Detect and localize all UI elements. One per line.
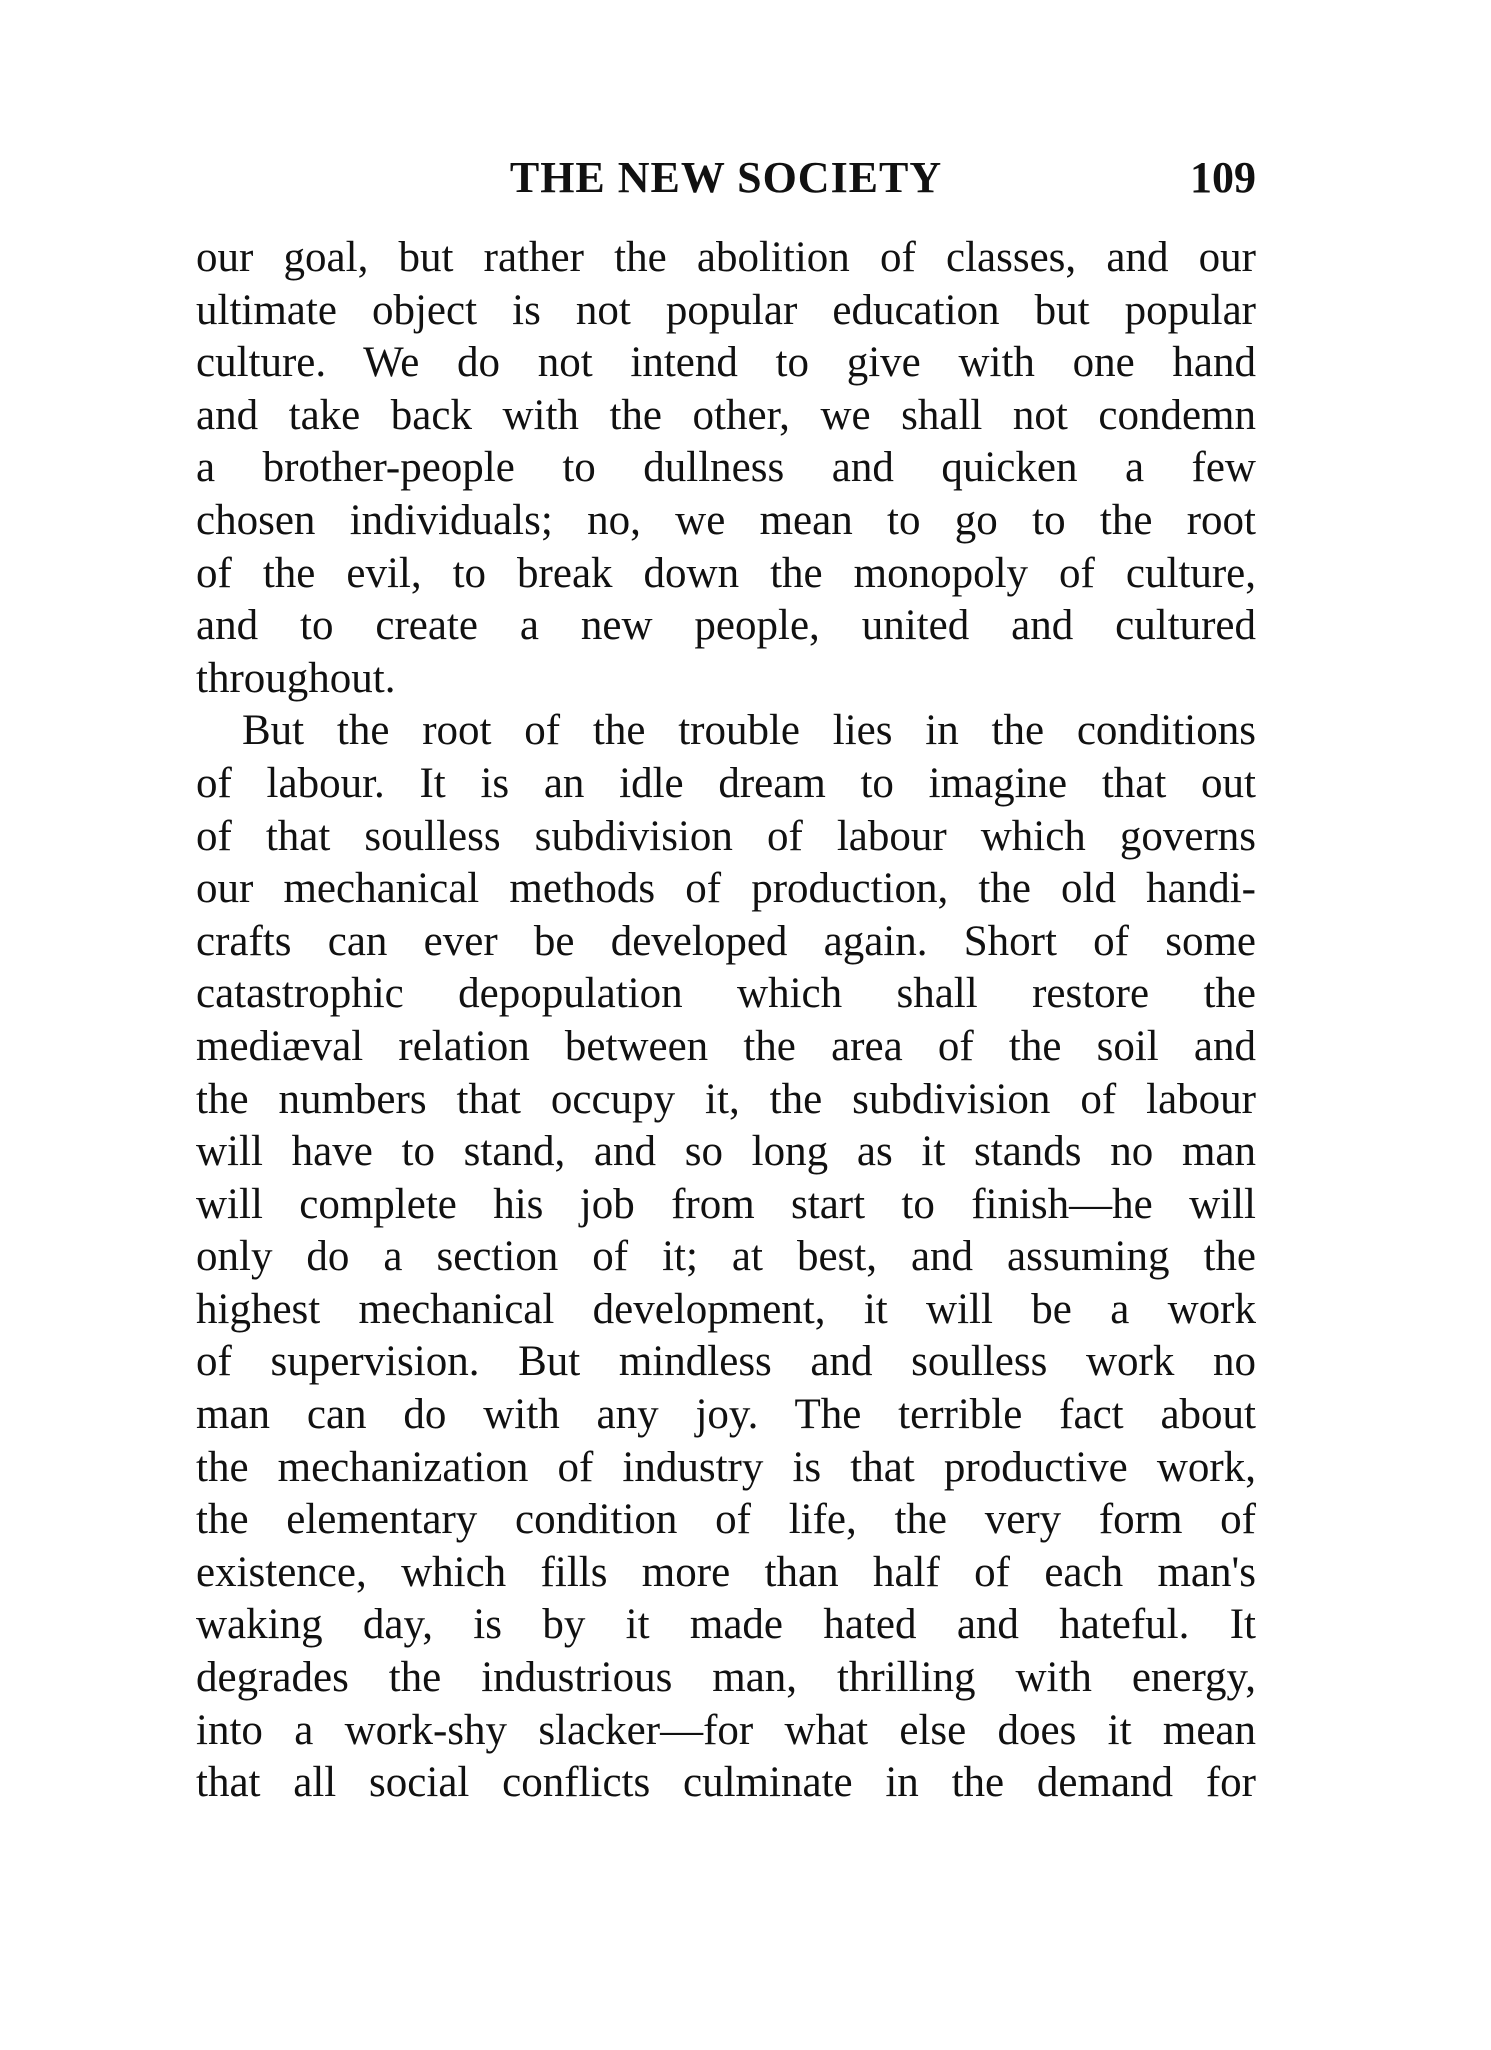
text-line: of the evil, to break down the monopoly of culture, <box>196 549 1256 597</box>
text-line-paragraph-start: But the root of the trouble lies in the conditions <box>242 707 1256 755</box>
text-line: the numbers that occupy it, the subdivision of labour <box>196 1075 1256 1123</box>
text-line: highest mechanical development, it will be a work <box>196 1285 1256 1333</box>
page-number: 109 <box>1190 153 1256 202</box>
text-line: will have to stand, and so long as it stands no man <box>196 1128 1256 1176</box>
text-line: waking day, is by it made hated and hateful. It <box>196 1601 1256 1649</box>
text-line: mediæval relation between the area of the soil and <box>196 1022 1256 1070</box>
text-line: the mechanization of industry is that productive work, <box>196 1443 1256 1491</box>
text-line: will complete his job from start to finish—he will <box>196 1180 1256 1228</box>
text-line: of labour. It is an idle dream to imagine that out <box>196 759 1256 807</box>
text-line: and to create a new people, united and cultured <box>196 602 1256 650</box>
text-line: our goal, but rather the abolition of classes, and our <box>196 234 1256 281</box>
body-text <box>196 232 1256 1810</box>
text-line: the elementary condition of life, the very form of <box>196 1496 1256 1544</box>
text-line: man can do with any joy. The terrible fact about <box>196 1391 1256 1439</box>
text-line: degrades the industrious man, thrilling with energy, <box>196 1654 1256 1702</box>
text-line: a brother-people to dullness and quicken a few <box>196 444 1256 492</box>
running-head: THE NEW SOCIETY <box>509 153 943 202</box>
text-line: catastrophic depopulation which shall restore the <box>196 970 1256 1018</box>
text-line: our mechanical methods of production, the old handi- <box>196 865 1256 913</box>
text-line: chosen individuals; no, we mean to go to the root <box>196 496 1256 544</box>
text-line: existence, which fills more than half of each man's <box>196 1548 1256 1596</box>
text-line: of that soulless subdivision of labour which governs <box>196 812 1256 860</box>
text-line: and take back with the other, we shall not condemn <box>196 391 1256 439</box>
text-line: of supervision. But mindless and soulless work no <box>196 1338 1256 1386</box>
text-line: only do a section of it; at best, and assuming the <box>196 1233 1256 1281</box>
text-line: culture. We do not intend to give with one hand <box>196 339 1256 387</box>
text-line: crafts can ever be developed again. Short of some <box>196 917 1256 965</box>
text-line-paragraph-end: throughout. <box>196 654 396 702</box>
page-header <box>196 148 1256 208</box>
text-line: ultimate object is not popular education but popular <box>196 286 1256 334</box>
text-line: that all social conflicts culminate in the demand for <box>196 1759 1256 1807</box>
text-line: into a work-shy slacker—for what else does it mean <box>196 1706 1256 1754</box>
